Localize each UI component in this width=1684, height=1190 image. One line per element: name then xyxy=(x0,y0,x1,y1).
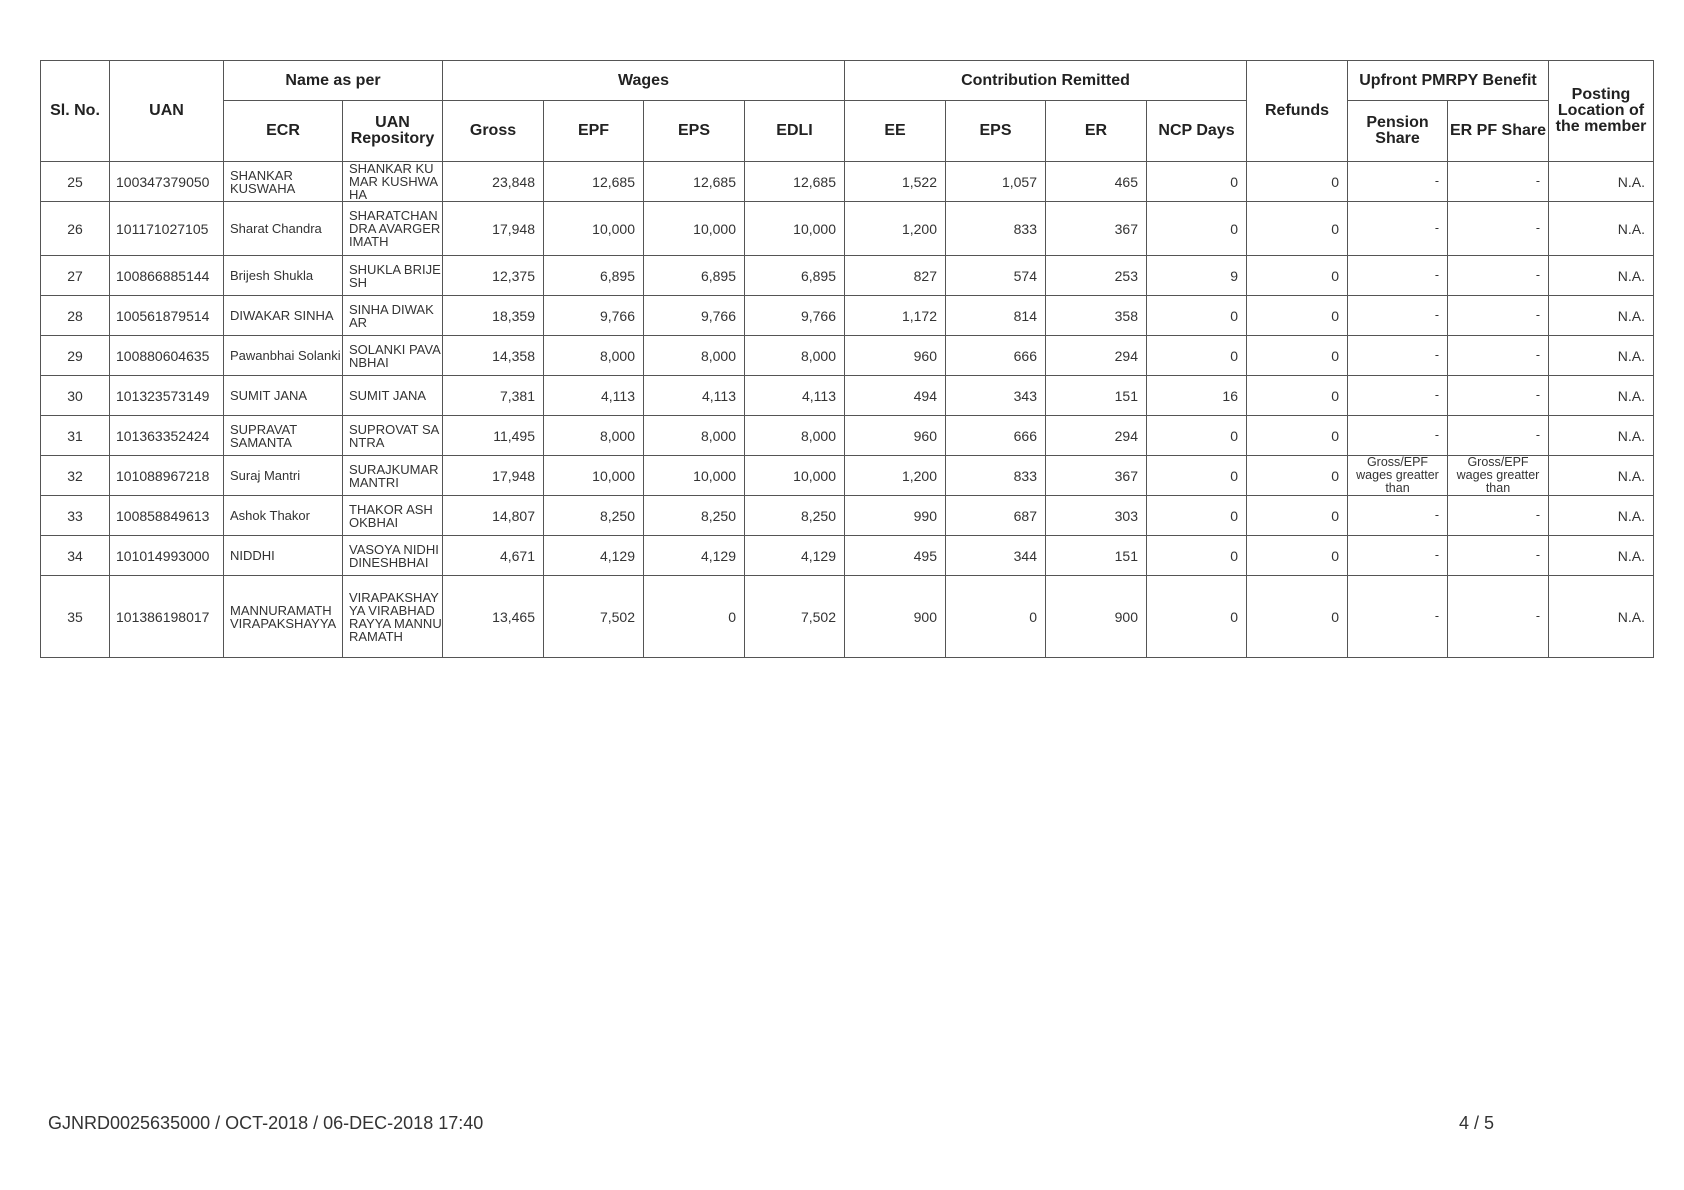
cell-eps-wages: 8,000 xyxy=(644,336,745,376)
header-row-top xyxy=(41,61,1654,101)
cell-epf: 9,766 xyxy=(544,296,644,336)
cell-pension-share: - xyxy=(1348,376,1448,416)
header-gross: Gross xyxy=(443,101,544,162)
cell-gross: 13,465 xyxy=(443,576,544,658)
cell-ecr-name: Brijesh Shukla xyxy=(224,256,343,296)
cell-refunds: 0 xyxy=(1247,576,1348,658)
cell-pension-share: - xyxy=(1348,416,1448,456)
cell-refunds: 0 xyxy=(1247,256,1348,296)
cell-ee: 1,172 xyxy=(845,296,946,336)
cell-uan: 100866885144 xyxy=(110,256,224,296)
cell-eps-wages: 6,895 xyxy=(644,256,745,296)
cell-posting-location: N.A. xyxy=(1549,456,1654,496)
cell-eps-wages: 12,685 xyxy=(644,162,745,202)
cell-ee: 960 xyxy=(845,336,946,376)
table-row xyxy=(41,416,1654,456)
cell-uan-repository-name: SINHA DIWAKAR xyxy=(343,296,443,336)
cell-edli: 8,250 xyxy=(745,496,845,536)
cell-gross: 11,495 xyxy=(443,416,544,456)
cell-er-pf-share: - xyxy=(1448,336,1549,376)
cell-ee: 1,522 xyxy=(845,162,946,202)
header-er: ER xyxy=(1046,101,1147,162)
cell-ecr-name: MANNURAMATH VIRAPAKSHAYYA xyxy=(224,576,343,658)
cell-er-pf-share: - xyxy=(1448,576,1549,658)
cell-eps-contribution: 666 xyxy=(946,336,1046,376)
cell-er-pf-share: - xyxy=(1448,296,1549,336)
cell-er: 294 xyxy=(1046,416,1147,456)
cell-uan-repository-name: VASOYA NIDHI DINESHBHAI xyxy=(343,536,443,576)
cell-er: 465 xyxy=(1046,162,1147,202)
cell-uan-repository-name: SUMIT JANA xyxy=(343,376,443,416)
cell-pension-share: - xyxy=(1348,162,1448,202)
cell-epf: 10,000 xyxy=(544,456,644,496)
ecr-contribution-table xyxy=(40,60,1654,658)
cell-uan: 101171027105 xyxy=(110,202,224,256)
cell-gross: 12,375 xyxy=(443,256,544,296)
cell-epf: 8,000 xyxy=(544,336,644,376)
cell-uan: 100561879514 xyxy=(110,296,224,336)
table-row xyxy=(41,456,1654,496)
cell-ncp-days: 16 xyxy=(1147,376,1247,416)
cell-gross: 7,381 xyxy=(443,376,544,416)
cell-gross: 17,948 xyxy=(443,456,544,496)
cell-posting-location: N.A. xyxy=(1549,496,1654,536)
cell-posting-location: N.A. xyxy=(1549,376,1654,416)
table-row xyxy=(41,376,1654,416)
cell-eps-contribution: 1,057 xyxy=(946,162,1046,202)
cell-eps-wages: 9,766 xyxy=(644,296,745,336)
cell-er: 151 xyxy=(1046,536,1147,576)
cell-edli: 10,000 xyxy=(745,202,845,256)
cell-eps-contribution: 666 xyxy=(946,416,1046,456)
cell-refunds: 0 xyxy=(1247,496,1348,536)
table-row xyxy=(41,536,1654,576)
cell-refunds: 0 xyxy=(1247,536,1348,576)
cell-posting-location: N.A. xyxy=(1549,202,1654,256)
cell-edli: 4,113 xyxy=(745,376,845,416)
cell-refunds: 0 xyxy=(1247,416,1348,456)
cell-ncp-days: 0 xyxy=(1147,162,1247,202)
cell-edli: 7,502 xyxy=(745,576,845,658)
cell-er-pf-share: - xyxy=(1448,202,1549,256)
cell-edli: 4,129 xyxy=(745,536,845,576)
footer-page-indicator: 4 / 5 xyxy=(1459,1113,1495,1133)
cell-posting-location: N.A. xyxy=(1549,536,1654,576)
cell-uan: 101386198017 xyxy=(110,576,224,658)
cell-eps-contribution: 574 xyxy=(946,256,1046,296)
header-epf: EPF xyxy=(544,101,644,162)
cell-refunds: 0 xyxy=(1247,296,1348,336)
table-row xyxy=(41,256,1654,296)
header-uan-repository: UAN Repository xyxy=(343,101,443,162)
cell-er-pf-share: - xyxy=(1448,496,1549,536)
header-row-sub xyxy=(41,101,1654,162)
header-uan: UAN xyxy=(110,61,224,162)
cell-eps-wages: 8,250 xyxy=(644,496,745,536)
table-row xyxy=(41,202,1654,256)
cell-ncp-days: 0 xyxy=(1147,336,1247,376)
cell-ncp-days: 0 xyxy=(1147,496,1247,536)
cell-ee: 990 xyxy=(845,496,946,536)
cell-sl-no: 25 xyxy=(41,162,110,202)
cell-uan: 100858849613 xyxy=(110,496,224,536)
cell-gross: 4,671 xyxy=(443,536,544,576)
cell-sl-no: 32 xyxy=(41,456,110,496)
cell-epf: 6,895 xyxy=(544,256,644,296)
cell-er: 253 xyxy=(1046,256,1147,296)
table-row xyxy=(41,496,1654,536)
cell-eps-contribution: 687 xyxy=(946,496,1046,536)
cell-eps-contribution: 814 xyxy=(946,296,1046,336)
cell-uan-repository-name: SHUKLA BRIJESH xyxy=(343,256,443,296)
cell-pension-share: - xyxy=(1348,202,1448,256)
cell-posting-location: N.A. xyxy=(1549,296,1654,336)
cell-uan-repository-name: SURAJKUMAR MANTRI xyxy=(343,456,443,496)
cell-posting-location: N.A. xyxy=(1549,416,1654,456)
cell-ee: 960 xyxy=(845,416,946,456)
header-pension-share: Pension Share xyxy=(1348,101,1448,162)
cell-refunds: 0 xyxy=(1247,336,1348,376)
cell-posting-location: N.A. xyxy=(1549,162,1654,202)
cell-refunds: 0 xyxy=(1247,202,1348,256)
header-sl-no: Sl. No. xyxy=(41,61,110,162)
cell-er: 151 xyxy=(1046,376,1147,416)
cell-er-pf-share: - xyxy=(1448,536,1549,576)
cell-ncp-days: 9 xyxy=(1147,256,1247,296)
cell-er-pf-share: - xyxy=(1448,162,1549,202)
cell-gross: 18,359 xyxy=(443,296,544,336)
cell-edli: 9,766 xyxy=(745,296,845,336)
cell-epf: 12,685 xyxy=(544,162,644,202)
cell-refunds: 0 xyxy=(1247,456,1348,496)
header-edli: EDLI xyxy=(745,101,845,162)
cell-pension-share: - xyxy=(1348,256,1448,296)
cell-pension-share: Gross/EPF wages greatter than xyxy=(1348,456,1448,496)
cell-ee: 1,200 xyxy=(845,456,946,496)
cell-eps-wages: 8,000 xyxy=(644,416,745,456)
cell-sl-no: 34 xyxy=(41,536,110,576)
cell-uan-repository-name: SHARATCHANDRA AVARGERIMATH xyxy=(343,202,443,256)
cell-sl-no: 26 xyxy=(41,202,110,256)
cell-edli: 8,000 xyxy=(745,336,845,376)
header-ee: EE xyxy=(845,101,946,162)
cell-uan: 101363352424 xyxy=(110,416,224,456)
cell-eps-wages: 4,113 xyxy=(644,376,745,416)
header-eps-wages: EPS xyxy=(644,101,745,162)
cell-ecr-name: SUMIT JANA xyxy=(224,376,343,416)
cell-posting-location: N.A. xyxy=(1549,336,1654,376)
cell-eps-wages: 10,000 xyxy=(644,456,745,496)
cell-sl-no: 27 xyxy=(41,256,110,296)
cell-er: 367 xyxy=(1046,456,1147,496)
cell-refunds: 0 xyxy=(1247,162,1348,202)
cell-er: 358 xyxy=(1046,296,1147,336)
cell-er-pf-share: Gross/EPF wages greatter than xyxy=(1448,456,1549,496)
table-header xyxy=(41,61,1654,162)
header-ncp-days: NCP Days xyxy=(1147,101,1247,162)
table-row xyxy=(41,162,1654,202)
cell-ee: 495 xyxy=(845,536,946,576)
cell-eps-wages: 10,000 xyxy=(644,202,745,256)
cell-uan-repository-name: THAKOR ASHOKBHAI xyxy=(343,496,443,536)
cell-ecr-name: Sharat Chandra xyxy=(224,202,343,256)
table-row xyxy=(41,336,1654,376)
header-posting-location: Posting Location of the member xyxy=(1549,61,1654,162)
cell-sl-no: 30 xyxy=(41,376,110,416)
cell-ncp-days: 0 xyxy=(1147,202,1247,256)
cell-ee: 1,200 xyxy=(845,202,946,256)
cell-pension-share: - xyxy=(1348,576,1448,658)
cell-ecr-name: Suraj Mantri xyxy=(224,456,343,496)
cell-eps-contribution: 344 xyxy=(946,536,1046,576)
cell-ncp-days: 0 xyxy=(1147,296,1247,336)
header-ecr: ECR xyxy=(224,101,343,162)
cell-sl-no: 33 xyxy=(41,496,110,536)
cell-er: 294 xyxy=(1046,336,1147,376)
header-er-pf-share: ER PF Share xyxy=(1448,101,1549,162)
cell-sl-no: 35 xyxy=(41,576,110,658)
cell-uan-repository-name: SOLANKI PAVANBHAI xyxy=(343,336,443,376)
cell-ncp-days: 0 xyxy=(1147,456,1247,496)
cell-uan: 101088967218 xyxy=(110,456,224,496)
cell-uan: 100880604635 xyxy=(110,336,224,376)
cell-eps-contribution: 833 xyxy=(946,456,1046,496)
cell-sl-no: 29 xyxy=(41,336,110,376)
cell-er-pf-share: - xyxy=(1448,376,1549,416)
table-row xyxy=(41,296,1654,336)
header-contribution-remitted: Contribution Remitted xyxy=(845,61,1247,101)
table-row xyxy=(41,576,1654,658)
header-refunds: Refunds xyxy=(1247,61,1348,162)
cell-uan: 100347379050 xyxy=(110,162,224,202)
cell-eps-wages: 4,129 xyxy=(644,536,745,576)
table-body xyxy=(41,162,1654,658)
header-upfront-pmrpy-benefit: Upfront PMRPY Benefit xyxy=(1348,61,1549,101)
cell-refunds: 0 xyxy=(1247,376,1348,416)
cell-ecr-name: NIDDHI xyxy=(224,536,343,576)
cell-edli: 12,685 xyxy=(745,162,845,202)
cell-ncp-days: 0 xyxy=(1147,536,1247,576)
cell-ncp-days: 0 xyxy=(1147,576,1247,658)
cell-gross: 17,948 xyxy=(443,202,544,256)
cell-posting-location: N.A. xyxy=(1549,256,1654,296)
cell-posting-location: N.A. xyxy=(1549,576,1654,658)
cell-gross: 14,358 xyxy=(443,336,544,376)
cell-eps-wages: 0 xyxy=(644,576,745,658)
cell-ecr-name: DIWAKAR SINHA xyxy=(224,296,343,336)
cell-sl-no: 31 xyxy=(41,416,110,456)
cell-pension-share: - xyxy=(1348,536,1448,576)
cell-ee: 827 xyxy=(845,256,946,296)
cell-uan: 101323573149 xyxy=(110,376,224,416)
cell-ecr-name: Ashok Thakor xyxy=(224,496,343,536)
cell-edli: 6,895 xyxy=(745,256,845,296)
cell-epf: 10,000 xyxy=(544,202,644,256)
cell-epf: 8,000 xyxy=(544,416,644,456)
cell-er: 900 xyxy=(1046,576,1147,658)
cell-pension-share: - xyxy=(1348,296,1448,336)
cell-uan-repository-name: VIRAPAKSHAYYA VIRABHADRAYYA MANNURAMATH xyxy=(343,576,443,658)
cell-epf: 8,250 xyxy=(544,496,644,536)
cell-gross: 23,848 xyxy=(443,162,544,202)
cell-ecr-name: SHANKAR KUSWAHA xyxy=(224,162,343,202)
header-eps-contribution: EPS xyxy=(946,101,1046,162)
cell-edli: 10,000 xyxy=(745,456,845,496)
cell-ncp-days: 0 xyxy=(1147,416,1247,456)
cell-eps-contribution: 0 xyxy=(946,576,1046,658)
footer-document-reference: GJNRD0025635000 / OCT-2018 / 06-DEC-2018 17:40 xyxy=(48,1113,484,1133)
cell-er: 303 xyxy=(1046,496,1147,536)
cell-pension-share: - xyxy=(1348,336,1448,376)
cell-edli: 8,000 xyxy=(745,416,845,456)
cell-eps-contribution: 343 xyxy=(946,376,1046,416)
cell-uan-repository-name: SUPROVAT SANTRA xyxy=(343,416,443,456)
cell-sl-no: 28 xyxy=(41,296,110,336)
cell-uan-repository-name: SHANKAR KUMAR KUSHWAHA xyxy=(343,162,443,202)
header-wages: Wages xyxy=(443,61,845,101)
cell-ecr-name: SUPRAVAT SAMANTA xyxy=(224,416,343,456)
cell-er: 367 xyxy=(1046,202,1147,256)
cell-eps-contribution: 833 xyxy=(946,202,1046,256)
cell-pension-share: - xyxy=(1348,496,1448,536)
cell-ecr-name: Pawanbhai Solanki xyxy=(224,336,343,376)
cell-ee: 494 xyxy=(845,376,946,416)
cell-ee: 900 xyxy=(845,576,946,658)
cell-gross: 14,807 xyxy=(443,496,544,536)
cell-er-pf-share: - xyxy=(1448,416,1549,456)
cell-epf: 4,113 xyxy=(544,376,644,416)
header-name-as-per: Name as per xyxy=(224,61,443,101)
cell-epf: 4,129 xyxy=(544,536,644,576)
cell-uan: 101014993000 xyxy=(110,536,224,576)
cell-epf: 7,502 xyxy=(544,576,644,658)
cell-er-pf-share: - xyxy=(1448,256,1549,296)
